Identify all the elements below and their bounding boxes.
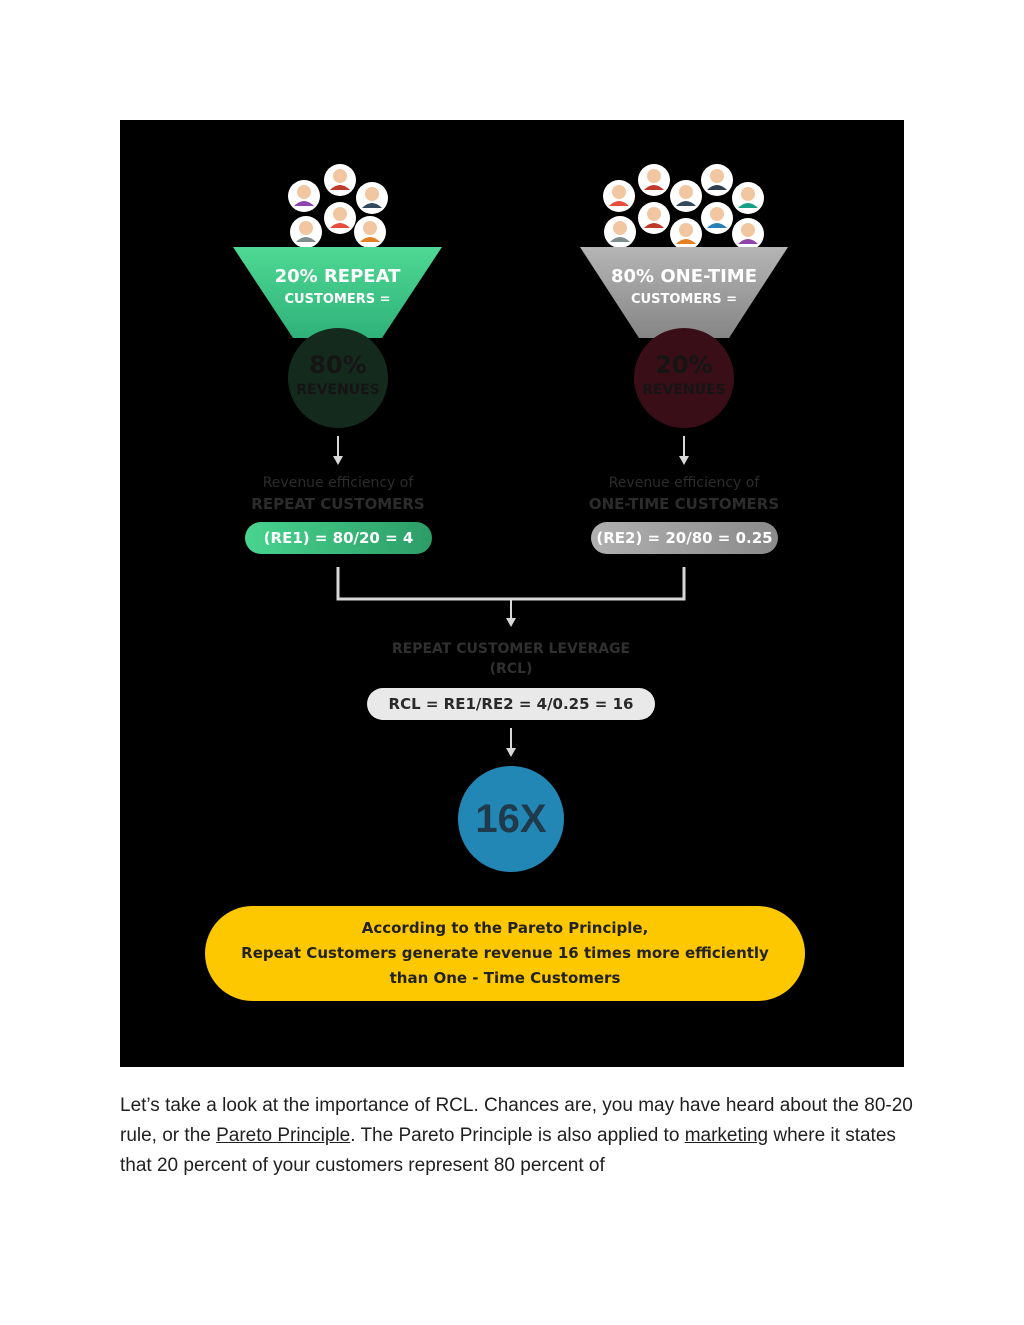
conclusion-banner bbox=[205, 906, 805, 1001]
paragraph-text-2: . The Pareto Principle is also applied to bbox=[350, 1125, 685, 1146]
right-efficiency-heading: ONE-TIME CUSTOMERS bbox=[588, 495, 780, 513]
pareto-infographic bbox=[120, 120, 904, 1067]
right-funnel-subtitle: CUSTOMERS = bbox=[631, 292, 737, 307]
paragraph-text-1: Let’s take a look at the importance of RCL. Chances are, you may have heard about the 80-20 rule, or the bbox=[120, 1095, 913, 1146]
pareto-principle-link[interactable]: Pareto Principle bbox=[216, 1125, 351, 1146]
result-down-arrow bbox=[506, 728, 516, 757]
conclusion-line-2: Repeat Customers generate revenue 16 times more efficiently bbox=[241, 944, 769, 962]
right-efficiency-caption: Revenue efficiency of bbox=[608, 475, 760, 491]
right-revenue-percent: 20% bbox=[655, 351, 713, 379]
left-revenue-label: REVENUES bbox=[296, 382, 380, 398]
left-revenue-percent: 80% bbox=[309, 351, 367, 379]
left-down-arrow bbox=[333, 436, 343, 465]
right-funnel-title: 80% ONE-TIME bbox=[610, 266, 758, 287]
rcl-formula-pill: RCL = RE1/RE2 = 4/0.25 = 16 bbox=[367, 688, 655, 720]
marketing-link[interactable]: marketing bbox=[684, 1125, 769, 1146]
left-funnel-title: 20% REPEAT bbox=[274, 266, 401, 287]
article-paragraph bbox=[120, 1091, 920, 1181]
right-revenue-label: REVENUES bbox=[642, 382, 726, 398]
left-funnel-subtitle: CUSTOMERS = bbox=[284, 292, 391, 307]
result-circle: 16X bbox=[458, 766, 564, 872]
right-down-arrow bbox=[679, 436, 689, 465]
connector-bracket bbox=[338, 567, 684, 599]
left-efficiency-heading: REPEAT CUSTOMERS bbox=[251, 495, 425, 513]
right-formula-pill: (RE2) = 20/80 = 0.25 bbox=[596, 529, 773, 547]
left-formula-pill: (RE1) = 80/20 = 4 bbox=[263, 529, 414, 547]
left-customer-avatars bbox=[288, 164, 388, 248]
left-efficiency-caption: Revenue efficiency of bbox=[262, 475, 414, 491]
rcl-abbreviation: (RCL) bbox=[489, 661, 533, 677]
paragraph-text-3: where it states that 20 percent of your customers represent 80 percent of bbox=[120, 1125, 896, 1176]
conclusion-line-1: According to the Pareto Principle, bbox=[361, 919, 649, 937]
center-down-arrow bbox=[506, 599, 516, 627]
right-customer-avatars bbox=[603, 164, 764, 250]
conclusion-line-3: than One - Time Customers bbox=[389, 969, 621, 987]
rcl-title: REPEAT CUSTOMER LEVERAGE bbox=[391, 641, 631, 657]
